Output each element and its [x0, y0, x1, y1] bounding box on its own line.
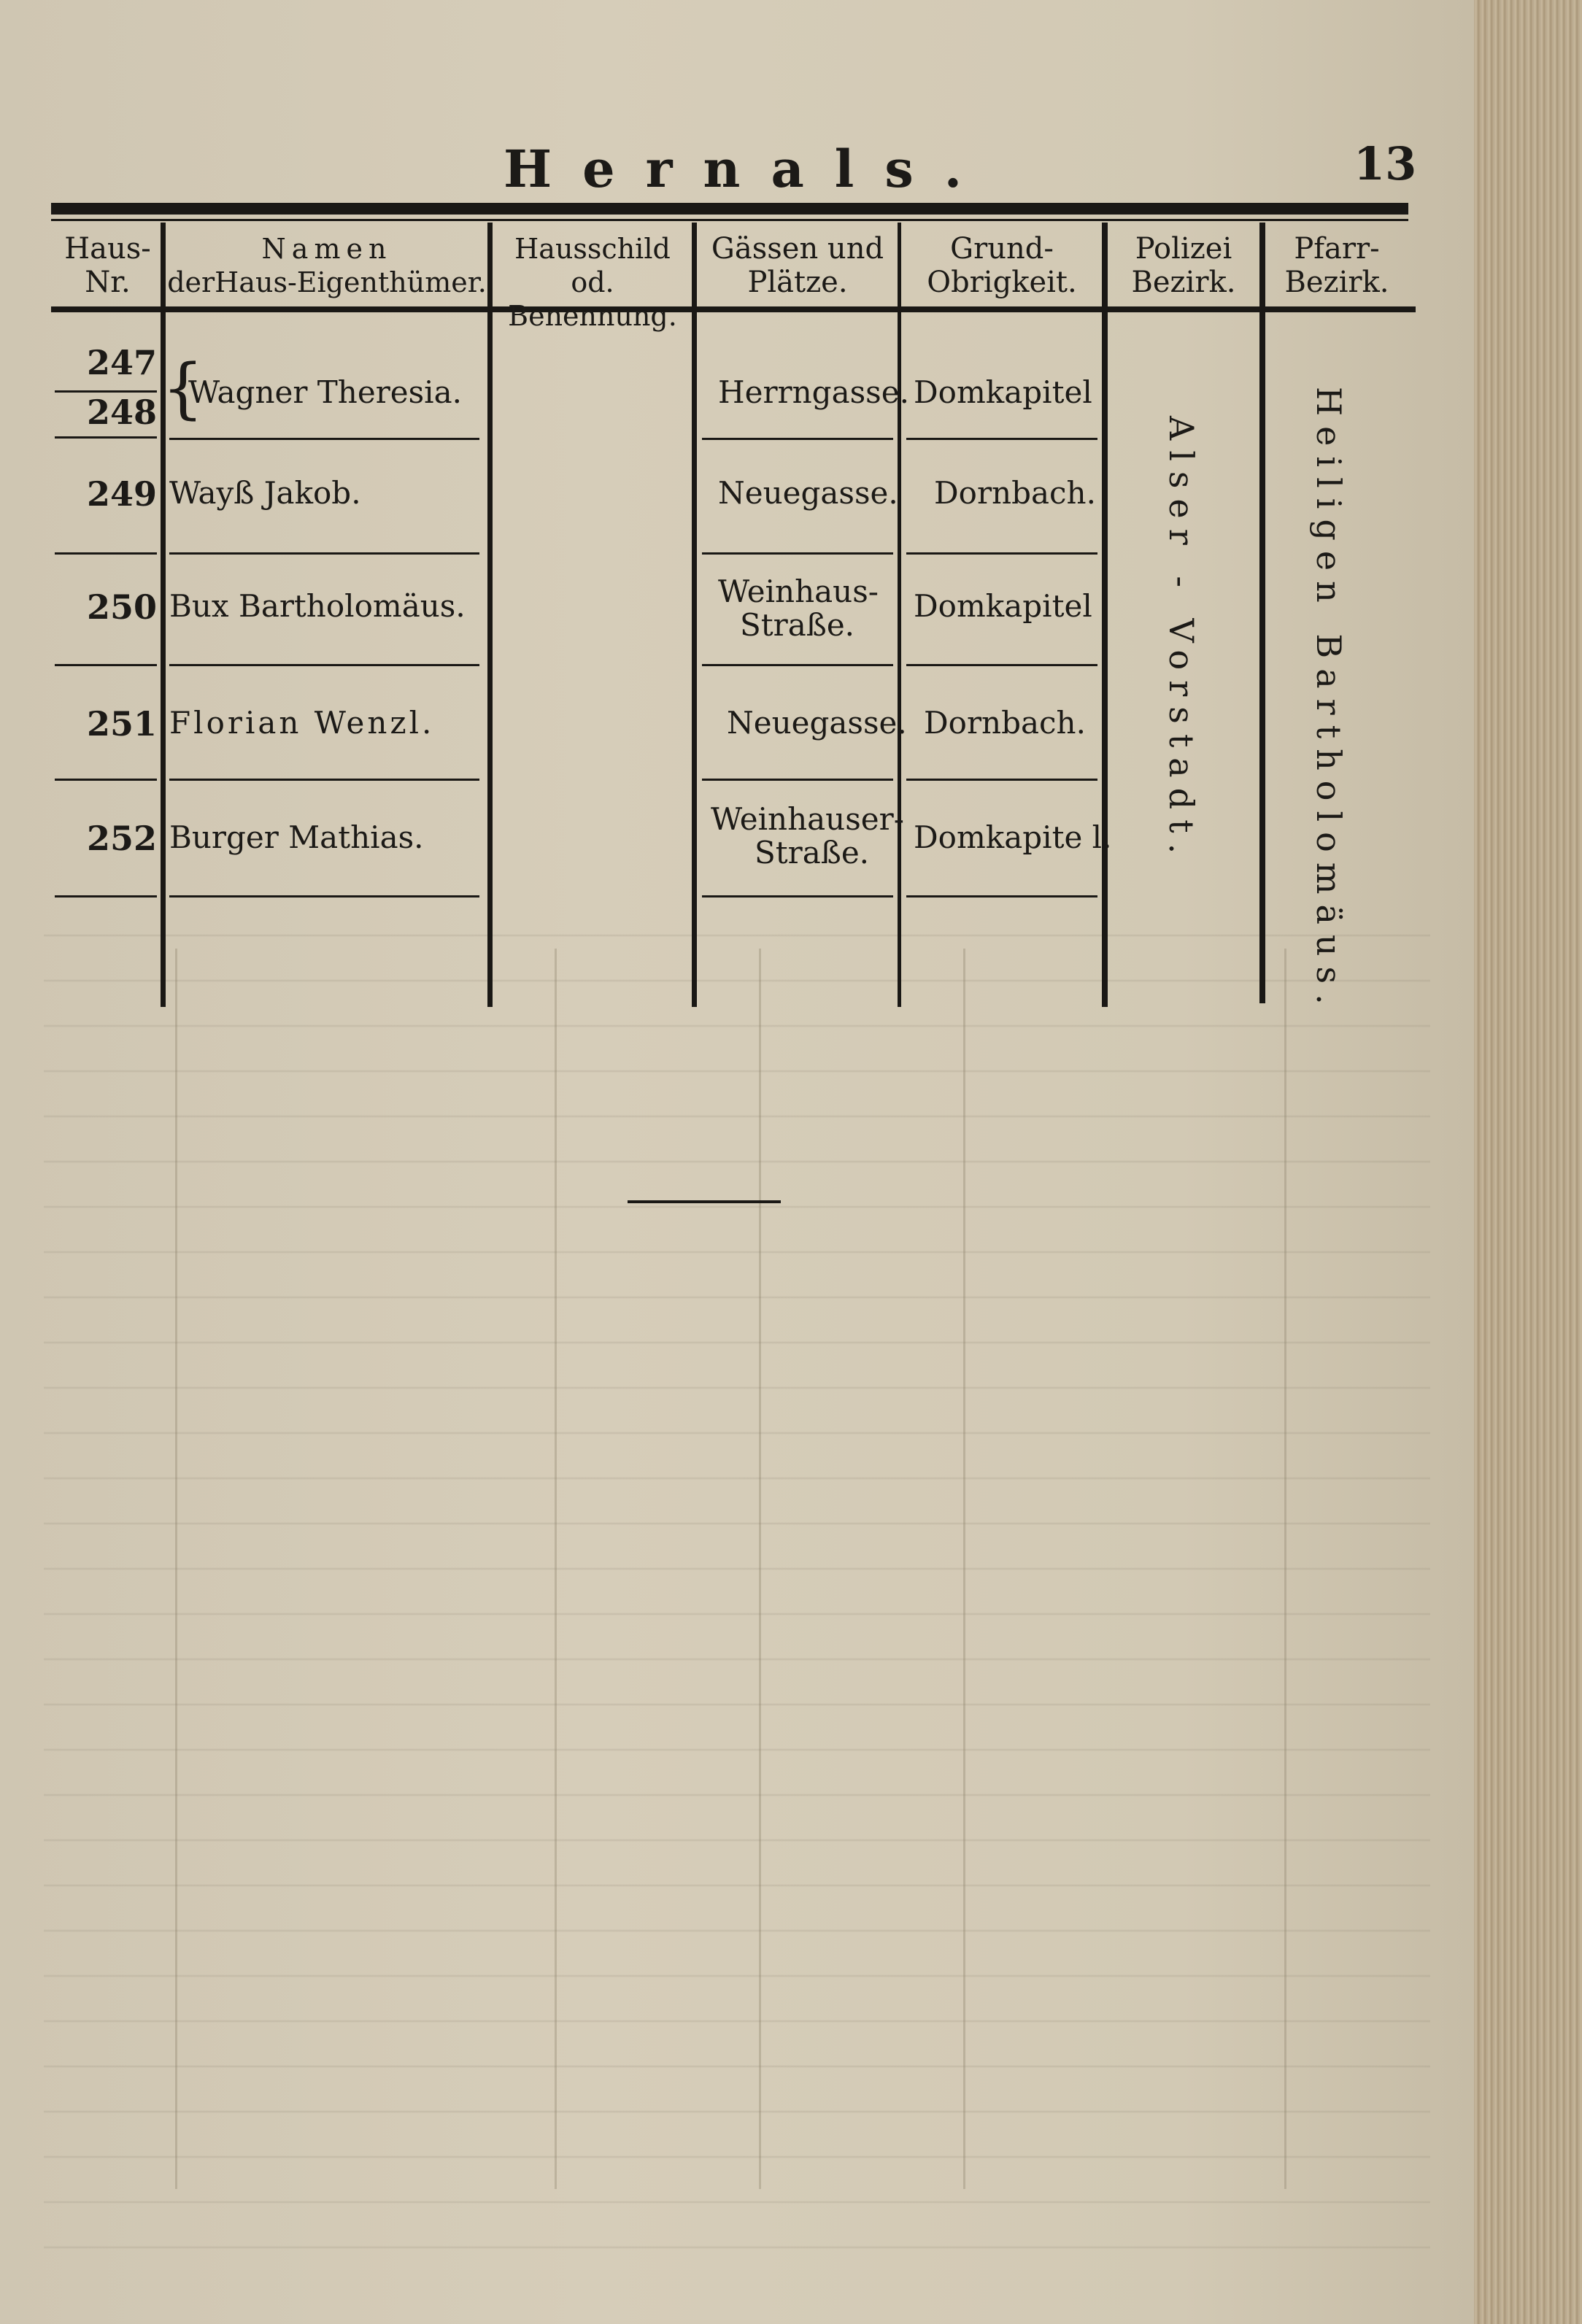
row-separator [169, 779, 479, 781]
house-number: 249 [86, 474, 157, 514]
landlord: Dornbach. [934, 475, 1096, 511]
bleed-through-line [963, 949, 965, 2189]
street-name: Neuegasse. [727, 705, 907, 741]
column-divider [487, 223, 493, 1007]
row-separator [702, 438, 893, 440]
column-header-landlord: Grund- Obrigkeit. [927, 232, 1077, 299]
bleed-through-line [175, 949, 177, 2189]
row-separator [702, 779, 893, 781]
landlord: Domkapitel [914, 588, 1092, 624]
landlord: Domkapitel [914, 374, 1092, 410]
bleed-through-line [555, 949, 557, 2189]
owner-name: Florian Wenzl. [169, 705, 435, 741]
row-separator [169, 438, 479, 440]
row-separator [169, 895, 479, 897]
row-separator [906, 664, 1097, 666]
column-header-owner: Namen derHaus-Eigenthümer. [167, 233, 487, 298]
column-divider [898, 223, 901, 1007]
column-header-house-sign: Hausschild od. Benennung. [508, 233, 677, 332]
column-divider [1102, 223, 1108, 1007]
row-separator [55, 436, 157, 439]
row-separator [906, 895, 1097, 897]
owner-name: Bux Bartholomäus. [169, 588, 466, 624]
row-separator [702, 664, 893, 666]
row-separator [702, 552, 893, 555]
row-separator [169, 664, 479, 666]
street-name: Weinhaus- Straße. [718, 574, 879, 643]
landlord: Dornbach. [924, 705, 1086, 741]
column-header-house-nr: Haus- Nr. [64, 232, 151, 299]
owner-name: Wayß Jakob. [169, 475, 361, 511]
house-number: 250 [86, 587, 157, 627]
house-number: 248 [86, 393, 157, 432]
row-separator [55, 552, 157, 555]
header-rule [51, 306, 1416, 312]
parish-district-value: Heiligen Bartholomäus. [1309, 387, 1348, 1015]
bleed-through-line [1284, 949, 1286, 2189]
brace-glyph: { [162, 350, 204, 427]
closing-rule [628, 1200, 781, 1203]
column-header-parish-district: Pfarr- Bezirk. [1284, 232, 1389, 299]
page-title: Hernals. [503, 139, 993, 199]
row-separator [169, 552, 479, 555]
top-rule-thin [51, 219, 1408, 221]
house-number: 252 [86, 819, 157, 858]
row-separator [702, 895, 893, 897]
street-name: Neuegasse. [718, 475, 898, 511]
owner-name: Burger Mathias. [169, 819, 424, 855]
house-number: 247 [86, 343, 157, 382]
column-header-streets: Gässen und Plätze. [711, 232, 884, 299]
top-rule [51, 203, 1408, 215]
page-number: 13 [1354, 137, 1417, 190]
street-name: Herrngasse. [718, 374, 909, 410]
landlord: Domkapite l. [914, 819, 1112, 855]
row-separator [55, 779, 157, 781]
bleed-through-texture [44, 905, 1430, 2291]
house-number: 251 [86, 704, 157, 744]
bleed-through-line [759, 949, 761, 2189]
column-divider [161, 223, 166, 1007]
row-separator [906, 438, 1097, 440]
row-separator [906, 552, 1097, 555]
police-district-value: Alser - Vorstadt. [1162, 416, 1201, 865]
street-name: Weinhauser- Straße. [711, 801, 904, 870]
book-page-edges [1474, 0, 1582, 2324]
column-divider [1259, 223, 1265, 1003]
row-separator [906, 779, 1097, 781]
column-header-police-district: Polizei Bezirk. [1131, 232, 1236, 299]
row-separator [55, 895, 157, 897]
row-separator [55, 664, 157, 666]
column-divider [692, 223, 697, 1007]
owner-name: Wagner Theresia. [188, 374, 463, 410]
